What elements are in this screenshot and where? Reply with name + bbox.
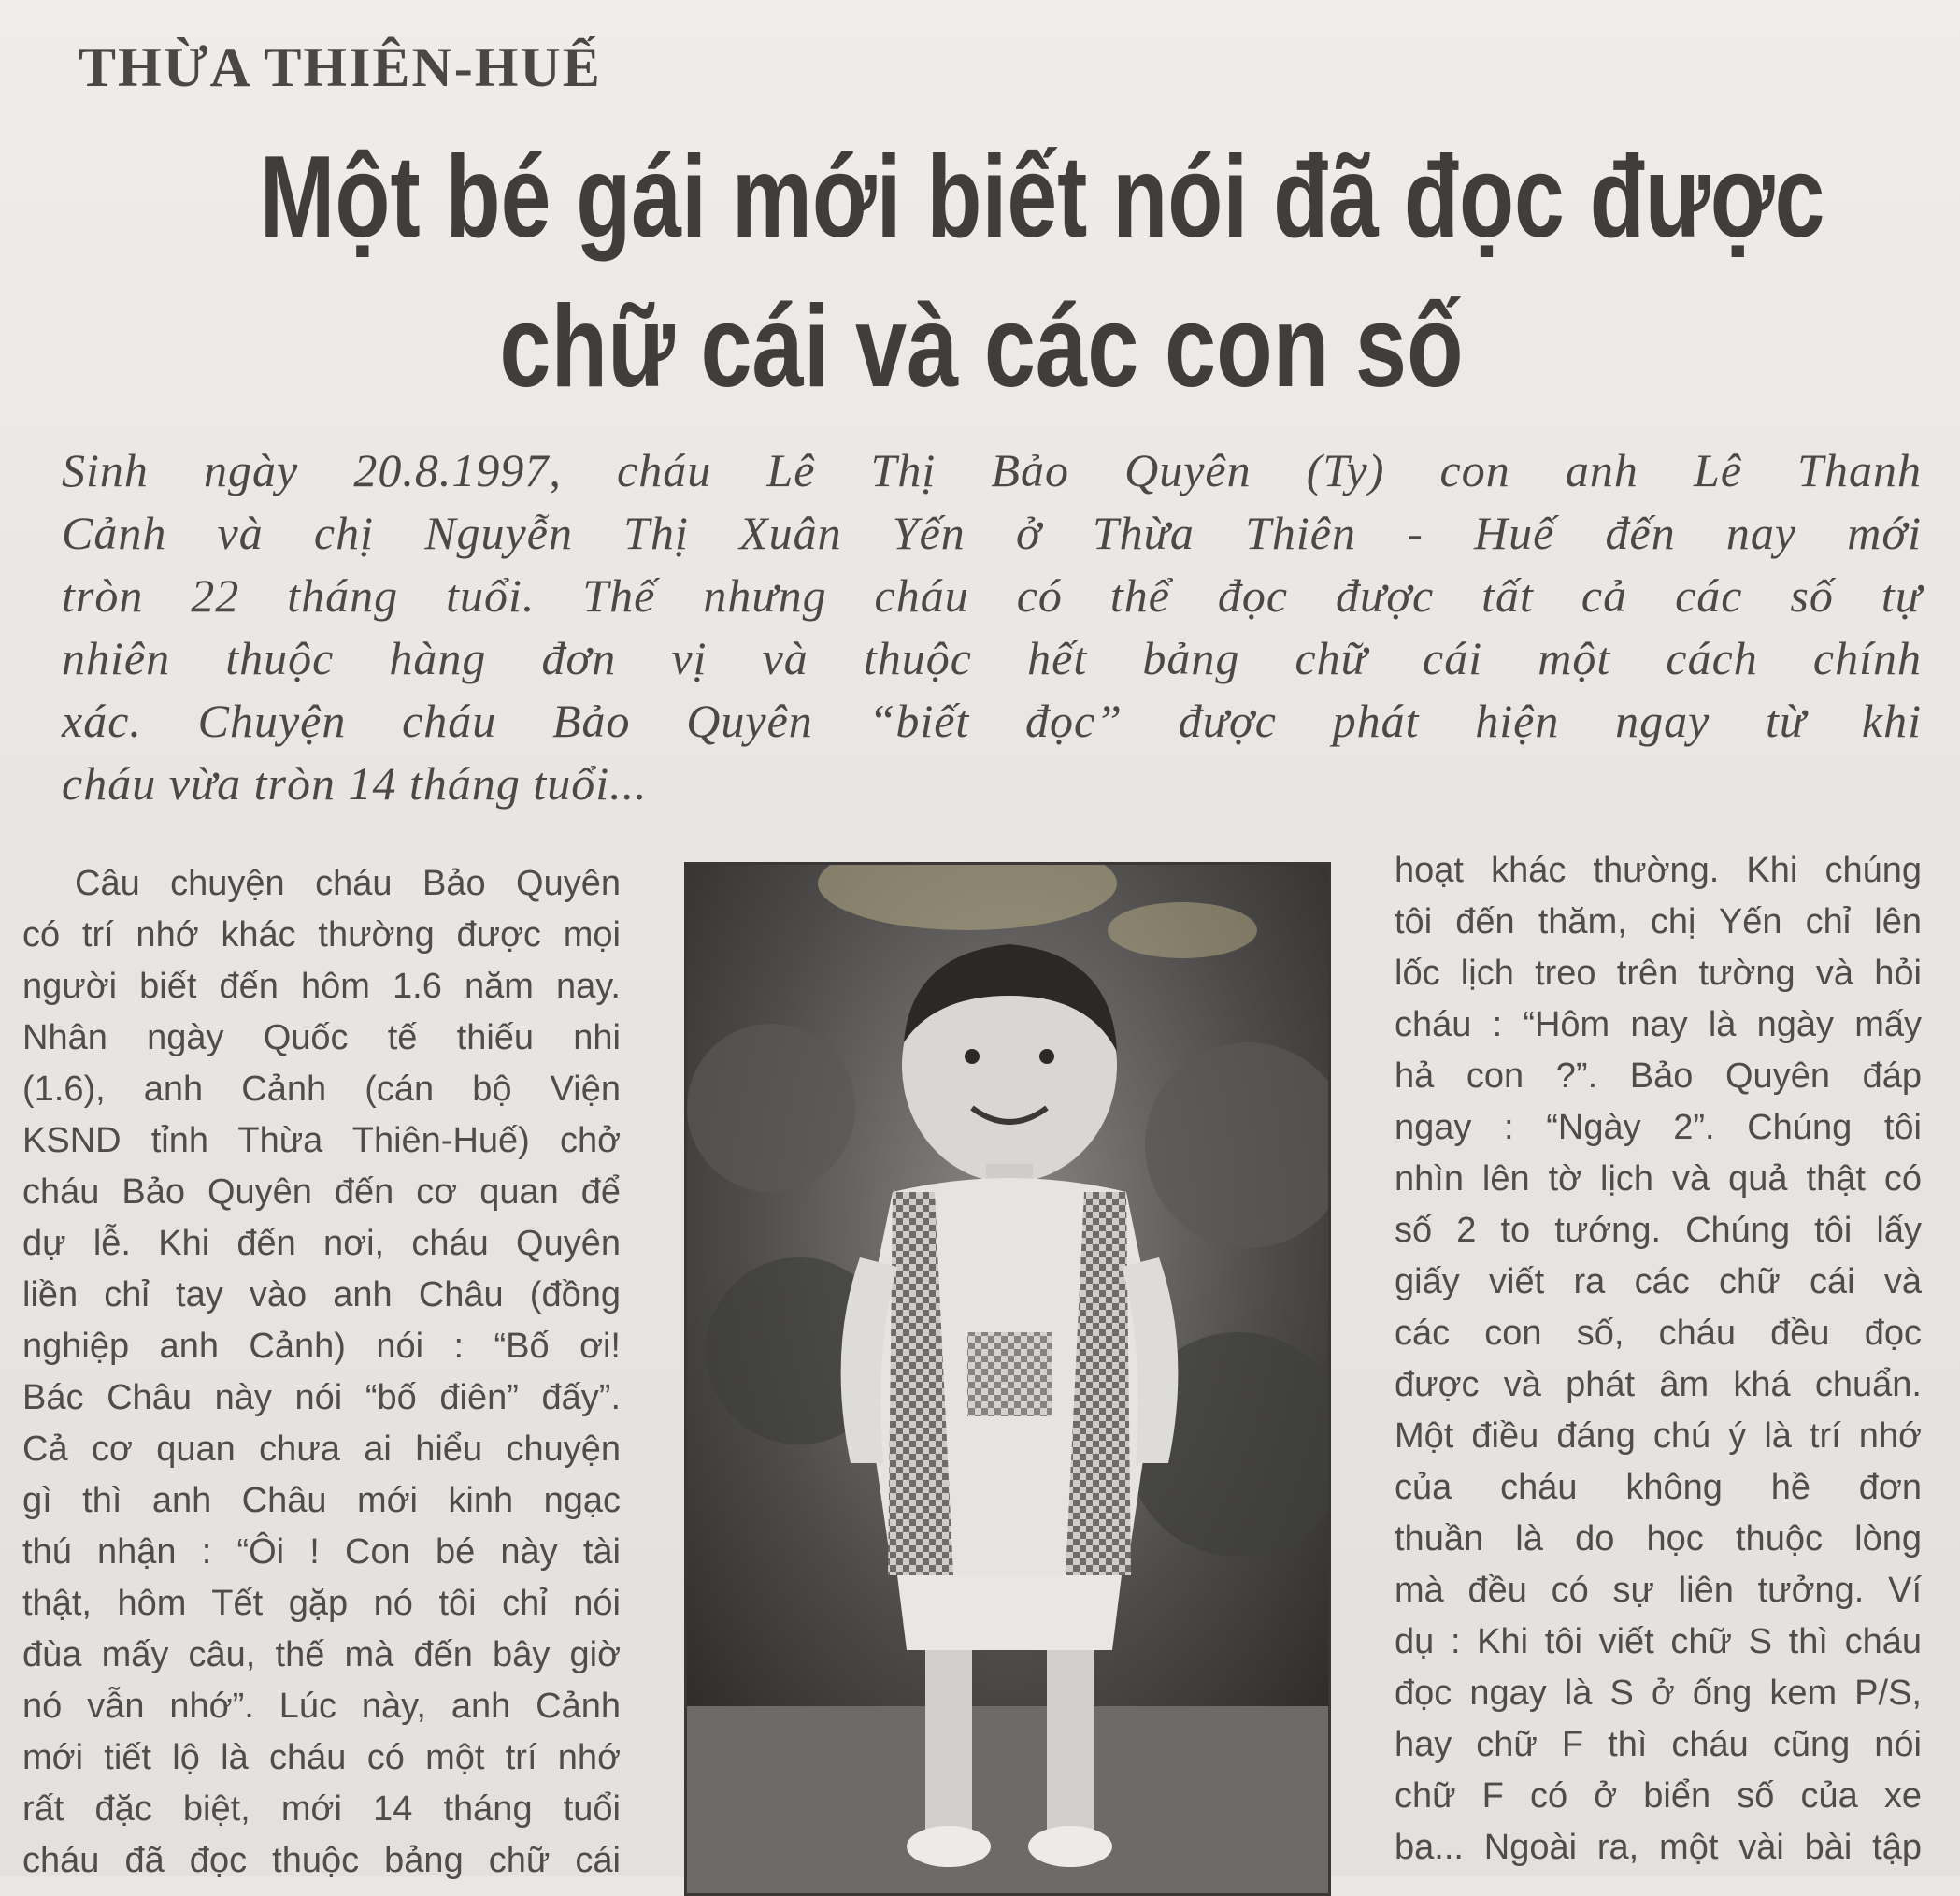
column-line: mới tiết lộ là cháu có một trí nhớ: [22, 1738, 621, 1777]
column-line: giấy viết ra các chữ cái và: [1395, 1262, 1922, 1301]
headline-line-2: chữ cái và các con số: [499, 282, 1464, 411]
column-line: mà đều có sự liên tưởng. Ví: [1395, 1571, 1922, 1610]
column-line: hoạt khác thường. Khi chúng: [1395, 851, 1922, 890]
column-line: lốc lịch treo trên tường và hỏi: [1395, 954, 1922, 993]
column-line: đọc ngay là S ở ống kem P/S,: [1395, 1673, 1922, 1713]
column-line: Nhân ngày Quốc tế thiếu nhi: [22, 1018, 621, 1057]
lede-line: cháu vừa tròn 14 tháng tuổi...: [62, 757, 648, 810]
column-line: cháu : “Hôm nay là ngày mấy: [1395, 1005, 1922, 1044]
lede-line: nhiên thuộc hàng đơn vị và thuộc hết bảng chữ cái một cách chính: [62, 632, 1922, 684]
column-line: hay chữ F thì cháu cũng nói: [1395, 1725, 1922, 1764]
column-line: dụ : Khi tôi viết chữ S thì cháu: [1395, 1622, 1922, 1661]
column-line: số 2 to tướng. Chúng tôi lấy: [1395, 1211, 1922, 1250]
child-photo-illustration: [687, 865, 1328, 1893]
column-line: (1.6), anh Cảnh (cán bộ Viện: [22, 1070, 621, 1109]
child-photo: [684, 862, 1331, 1896]
column-line: ngay : “Ngày 2”. Chúng tôi: [1395, 1108, 1922, 1147]
article-column-right: [1395, 845, 1922, 1874]
column-line: được và phát âm khá chuẩn.: [1395, 1365, 1922, 1404]
column-line: ba... Ngoài ra, một vài bài tập: [1395, 1828, 1922, 1867]
column-line: Một điều đáng chú ý là trí nhớ: [1395, 1416, 1922, 1456]
column-line: liền chỉ tay vào anh Châu (đồng: [22, 1275, 621, 1314]
column-line: dự lễ. Khi đến nơi, cháu Quyên: [22, 1224, 621, 1263]
column-line: đùa mấy câu, thế mà đến bây giờ: [22, 1635, 621, 1674]
section-label: THỪA THIÊN-HUẾ: [79, 36, 602, 98]
column-line: chữ F có ở biển số của xe: [1395, 1776, 1922, 1816]
column-line: nhìn lên tờ lịch và quả thật có: [1395, 1159, 1922, 1199]
column-line: nghiệp anh Cảnh) nói : “Bố ơi!: [22, 1327, 621, 1366]
article-column-left: [22, 858, 621, 1887]
column-line: người biết đến hôm 1.6 năm nay.: [22, 967, 621, 1006]
lede-paragraph: [62, 439, 1922, 815]
column-line: có trí nhớ khác thường được mọi: [22, 915, 621, 955]
column-line: các con số, cháu đều đọc: [1395, 1314, 1922, 1353]
column-line: Bác Châu này nói “bố điên” đấy”.: [22, 1378, 621, 1417]
column-line: gì thì anh Châu mới kinh ngạc: [22, 1481, 621, 1520]
column-line: cháu Bảo Quyên đến cơ quan để: [22, 1172, 621, 1212]
column-line: Câu chuyện cháu Bảo Quyên: [75, 864, 621, 903]
column-line: tôi đến thăm, chị Yến chỉ lên: [1395, 902, 1922, 941]
column-line: thú nhận : “Ôi ! Con bé này tài: [22, 1532, 621, 1572]
lede-line: Sinh ngày 20.8.1997, cháu Lê Thị Bảo Quyên (Ty) con anh Lê Thanh: [62, 444, 1922, 496]
column-line: thuần là do học thuộc lòng: [1395, 1519, 1922, 1558]
column-line: rất đặc biệt, mới 14 tháng tuổi: [22, 1789, 621, 1829]
column-line: của cháu không hề đơn: [1395, 1468, 1922, 1507]
column-line: nó vẫn nhớ”. Lúc này, anh Cảnh: [22, 1687, 621, 1726]
headline-line-1: Một bé gái mới biết nói đã đọc được: [259, 133, 1825, 262]
lede-line: Cảnh và chị Nguyễn Thị Xuân Yến ở Thừa Thiên - Huế đến nay mới: [62, 507, 1922, 559]
lede-line: xác. Chuyện cháu Bảo Quyên “biết đọc” được phát hiện ngay từ khi: [62, 695, 1922, 747]
column-line: Cả cơ quan chưa ai hiểu chuyện: [22, 1429, 621, 1469]
lede-line: tròn 22 tháng tuổi. Thế nhưng cháu có thể đọc được tất cả các số tự: [62, 569, 1922, 622]
column-line: thật, hôm Tết gặp nó tôi chỉ nói: [22, 1584, 621, 1623]
column-line: hả con ?”. Bảo Quyên đáp: [1395, 1056, 1922, 1096]
column-line: cháu đã đọc thuộc bảng chữ cái: [22, 1841, 621, 1880]
column-line: KSND tỉnh Thừa Thiên-Huế) chở: [22, 1121, 621, 1160]
